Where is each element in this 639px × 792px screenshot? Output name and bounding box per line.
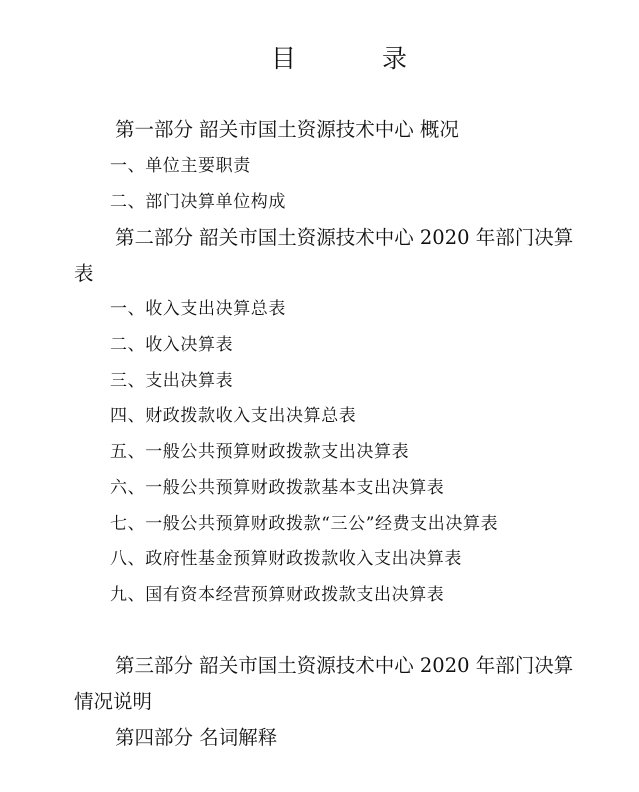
part3-heading: 第三部分 韶关市国土资源技术中心 2020 年部门决算情况说明 — [74, 654, 574, 713]
part2-item-5: 五、一般公共预算财政拨款支出决算表 — [110, 442, 410, 462]
part2-item-2: 二、收入决算表 — [110, 335, 234, 355]
part2-item-7: 七、一般公共预算财政拨款“三公”经费支出决算表 — [110, 514, 499, 534]
part2-item-1: 一、收入支出决算总表 — [110, 299, 286, 319]
toc-title-char-1: 目 — [271, 44, 297, 73]
part2-item-8: 八、政府性基金预算财政拨款收入支出决算表 — [110, 549, 462, 569]
part2-item-6: 六、一般公共预算财政拨款基本支出决算表 — [110, 478, 445, 498]
part4-heading: 第四部分 名词解释 — [115, 726, 278, 749]
part1-heading: 第一部分 韶关市国土资源技术中心 概况 — [115, 118, 459, 141]
toc-title — [0, 42, 639, 76]
part1-item-1: 一、单位主要职责 — [110, 156, 251, 176]
toc-title-char-2: 录 — [382, 44, 408, 73]
part2-item-4: 四、财政拨款收入支出决算总表 — [110, 406, 357, 426]
part2-item-9: 九、国有资本经营预算财政拨款支出决算表 — [110, 585, 445, 605]
part1-item-2: 二、部门决算单位构成 — [110, 192, 286, 212]
part2-item-3: 三、支出决算表 — [110, 371, 234, 391]
part2-heading: 第二部分 韶关市国土资源技术中心 2020 年部门决算表 — [74, 226, 574, 285]
